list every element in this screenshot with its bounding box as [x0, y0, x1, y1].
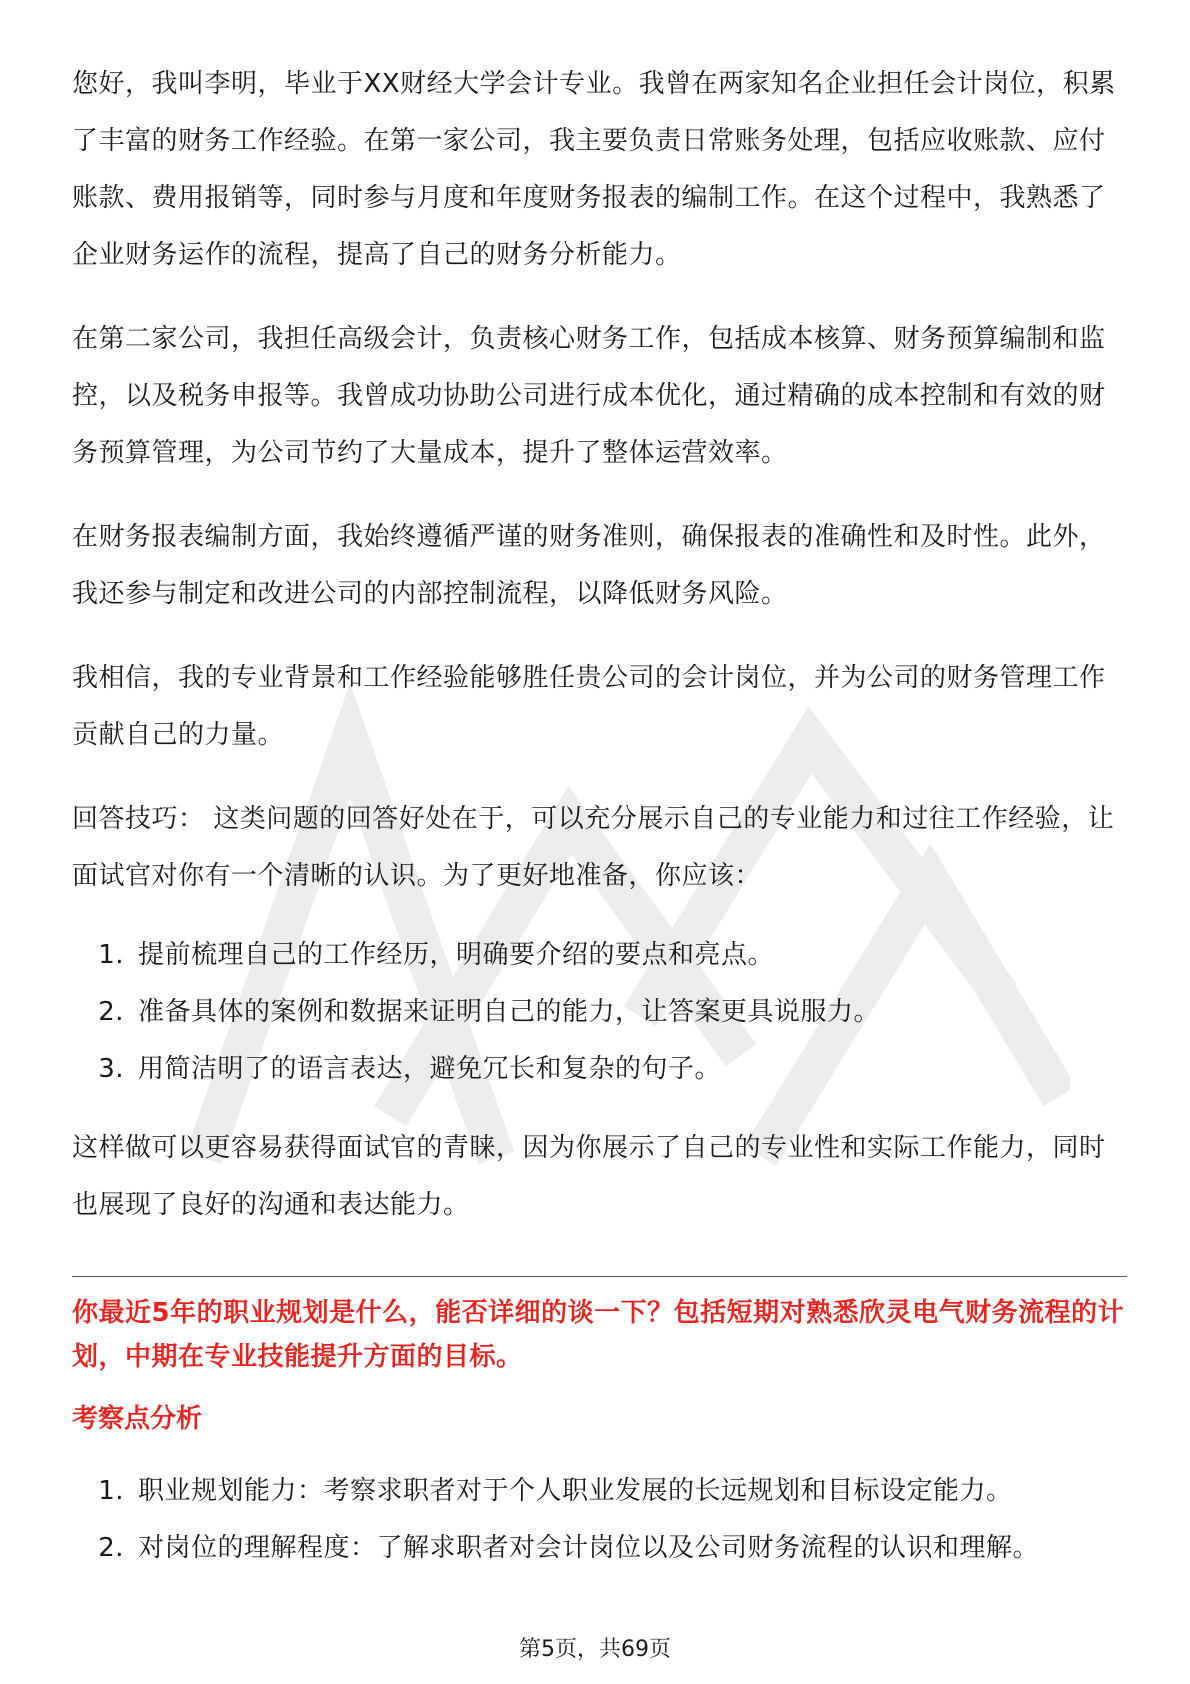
list-item-number: 1. — [98, 940, 124, 970]
list-item — [72, 984, 1127, 1041]
list-item-text: 提前梳理自己的工作经历，明确要介绍的要点和亮点。 — [138, 940, 775, 970]
list-item-number: 2. — [98, 1533, 124, 1563]
answer-conclusion: 这样做可以更容易获得面试官的青睐，因为你展示了自己的专业性和实际工作能力，同时也展现了良好的沟通和表达能力。 — [72, 1133, 1106, 1220]
tips-list — [72, 927, 1127, 1098]
interview-question: 你最近5年的职业规划是什么，能否详细的谈一下？包括短期对熟悉欣灵电气财务流程的计划，中期在专业技能提升方面的目标。 — [72, 1298, 1125, 1372]
list-item — [72, 1041, 1127, 1098]
page-number-footer: 第5页，共69页 — [519, 1637, 671, 1662]
list-item-text: 准备具体的案例和数据来证明自己的能力，让答案更具说服力。 — [138, 997, 881, 1027]
list-item-text: 对岗位的理解程度：了解求职者对会计岗位以及公司财务流程的认识和理解。 — [138, 1533, 1040, 1563]
answer-paragraph-3: 在财务报表编制方面，我始终遵循严谨的财务准则，确保报表的准确性和及时性。此外，我还参与制定和改进公司的内部控制流程，以降低财务风险。 — [72, 522, 1106, 609]
answer-paragraph-4: 我相信，我的专业背景和工作经验能够胜任贵公司的会计岗位，并为公司的财务管理工作贡献自己的力量。 — [72, 663, 1106, 750]
list-item-number: 2. — [98, 997, 124, 1027]
list-item-number: 1. — [98, 1476, 124, 1506]
answer-paragraph-2: 在第二家公司，我担任高级会计，负责核心财务工作，包括成本核算、财务预算编制和监控，以及税务申报等。我曾成功协助公司进行成本优化，通过精确的成本控制和有效的财务预算管理，为公司节约了大量成本，提升了整体运营效率。 — [72, 324, 1106, 468]
section-heading: 考察点分析 — [72, 1404, 203, 1434]
list-item-number: 3. — [98, 1054, 124, 1084]
list-item-text: 用简洁明了的语言表达，避免冗长和复杂的句子。 — [138, 1054, 722, 1084]
assessment-points-list — [72, 1463, 1127, 1577]
list-item — [72, 927, 1127, 984]
list-item — [72, 1463, 1127, 1520]
answer-paragraph-1: 您好，我叫李明，毕业于XX财经大学会计专业。我曾在两家知名企业担任会计岗位，积累了丰富的财务工作经验。在第一家公司，我主要负责日常账务处理，包括应收账款、应付账款、费用报销等，同时参与月度和年度财务报表的编制工作。在这个过程中，我熟悉了企业财务运作的流程，提高了自己的财务分析能力。 — [72, 69, 1116, 270]
document-page — [72, 56, 1127, 1577]
answer-tips-intro: 回答技巧： 这类问题的回答好处在于，可以充分展示自己的专业能力和过往工作经验，让面试官对你有一个清晰的认识。为了更好地准备，你应该： — [72, 804, 1115, 891]
section-divider — [72, 1276, 1127, 1277]
list-item-text: 职业规划能力：考察求职者对于个人职业发展的长远规划和目标设定能力。 — [138, 1476, 1013, 1506]
list-item — [72, 1520, 1127, 1577]
